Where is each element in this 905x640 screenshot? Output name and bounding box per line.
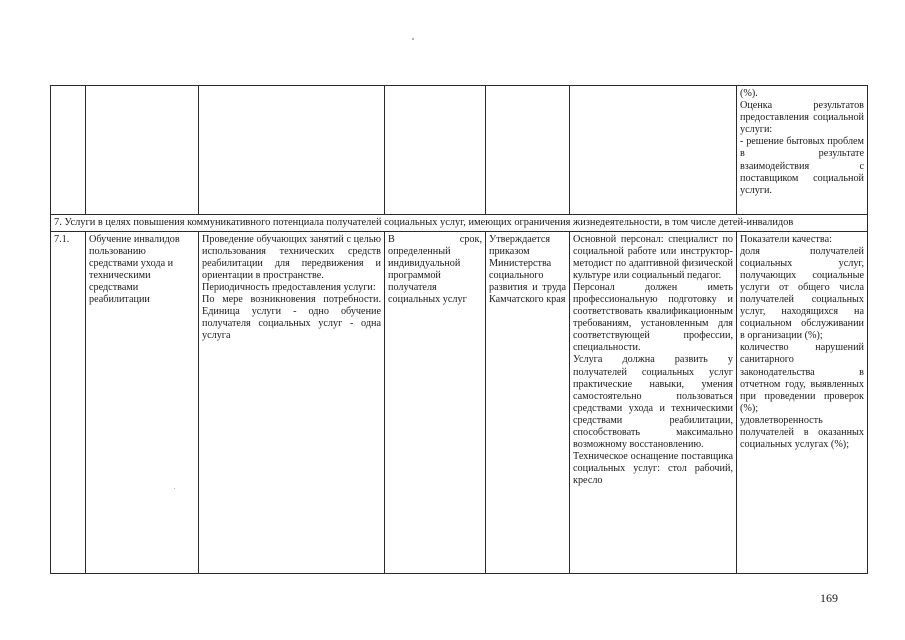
cell-empty-6 xyxy=(570,86,737,215)
description-text-3: По мере возникновения потребности. Единица услуги - одно обучение получателя социальных услуг - одна услуга xyxy=(202,293,381,342)
table-row-7-1 xyxy=(51,231,868,573)
prev-text-1: (%). xyxy=(740,88,758,99)
scan-dot xyxy=(412,38,414,40)
conditions-text-2: Персонал должен иметь профессиональную подготовку и соответствовать квалификационным требованиям, установленным для соответствующей профессии, специальности. xyxy=(573,281,733,354)
conditions-text-1: Основной персонал: специалист по социальной работе или инструктор-методист по адаптивной физической культуре или социальный педагог. xyxy=(573,233,733,281)
service-name: Обучение инвалидов пользованию средствами ухода и техническими средствами реабилитации xyxy=(86,231,199,573)
table-row-continued xyxy=(51,86,868,215)
description-text-1: Проведение обучающих занятий с целью использования технических средств реабилитации для передвижения и ориентации в пространстве. xyxy=(202,233,381,281)
cell-empty-3 xyxy=(199,86,385,215)
cell-empty-4 xyxy=(385,86,486,215)
prev-text-2: Оценка результатов предоставления социальной услуги: xyxy=(740,100,864,136)
row-number: 7.1. xyxy=(51,231,86,573)
conditions-text-3: Услуга должна развить у получателей социальных услуг практические навыки, умения самостоятельно пользоваться средствами ухода и техническими средствами реабилитации, способствовать максимально возможному восстановлению. xyxy=(573,354,733,451)
description-text-2: Периодичность предоставления услуги: xyxy=(202,281,376,293)
cell-empty-5 xyxy=(486,86,570,215)
indicators-text-1: Показатели качества: xyxy=(740,233,832,245)
services-table xyxy=(50,85,868,574)
indicators-text-4: удовлетворенность получателей в оказанных социальных услугах (%); xyxy=(740,414,864,451)
conditions-text-4: Техническое оснащение поставщика социальных услуг: стол рабочий, кресло xyxy=(573,451,733,487)
service-deadline: В срок, определенный индивидуальной программой получателя социальных услуг xyxy=(385,231,486,573)
section-title: 7. Услуги в целях повышения коммуникативного потенциала получателей социальных услуг, имеющих ограничения жизнедеятельности, в том числе детей-инвалидов xyxy=(51,215,868,232)
cell-empty-1 xyxy=(51,86,86,215)
indicators-text-3: количество нарушений санитарного законодательства в отчетном году, выявленных при проведении проверок (%); xyxy=(740,342,864,414)
section-row xyxy=(51,215,868,232)
service-tariff: Утверждается приказом Министерства социального развития и труда Камчатского края xyxy=(486,231,570,573)
cell-prev-indicators xyxy=(737,86,868,215)
service-description xyxy=(199,231,385,573)
cell-empty-2 xyxy=(86,86,199,215)
indicators-text-2: доля получателей социальных услуг, получающих социальные услуги от общего числа получателей социальных услуг, находящихся на социальном обслуживании в организации (%); xyxy=(740,245,864,342)
service-conditions xyxy=(570,231,737,573)
page-number: 169 xyxy=(820,591,838,605)
service-indicators xyxy=(737,231,868,573)
prev-text-3: - решение бытовых проблем в результате взаимодействия с поставщиком социальной услуги. xyxy=(740,136,864,196)
